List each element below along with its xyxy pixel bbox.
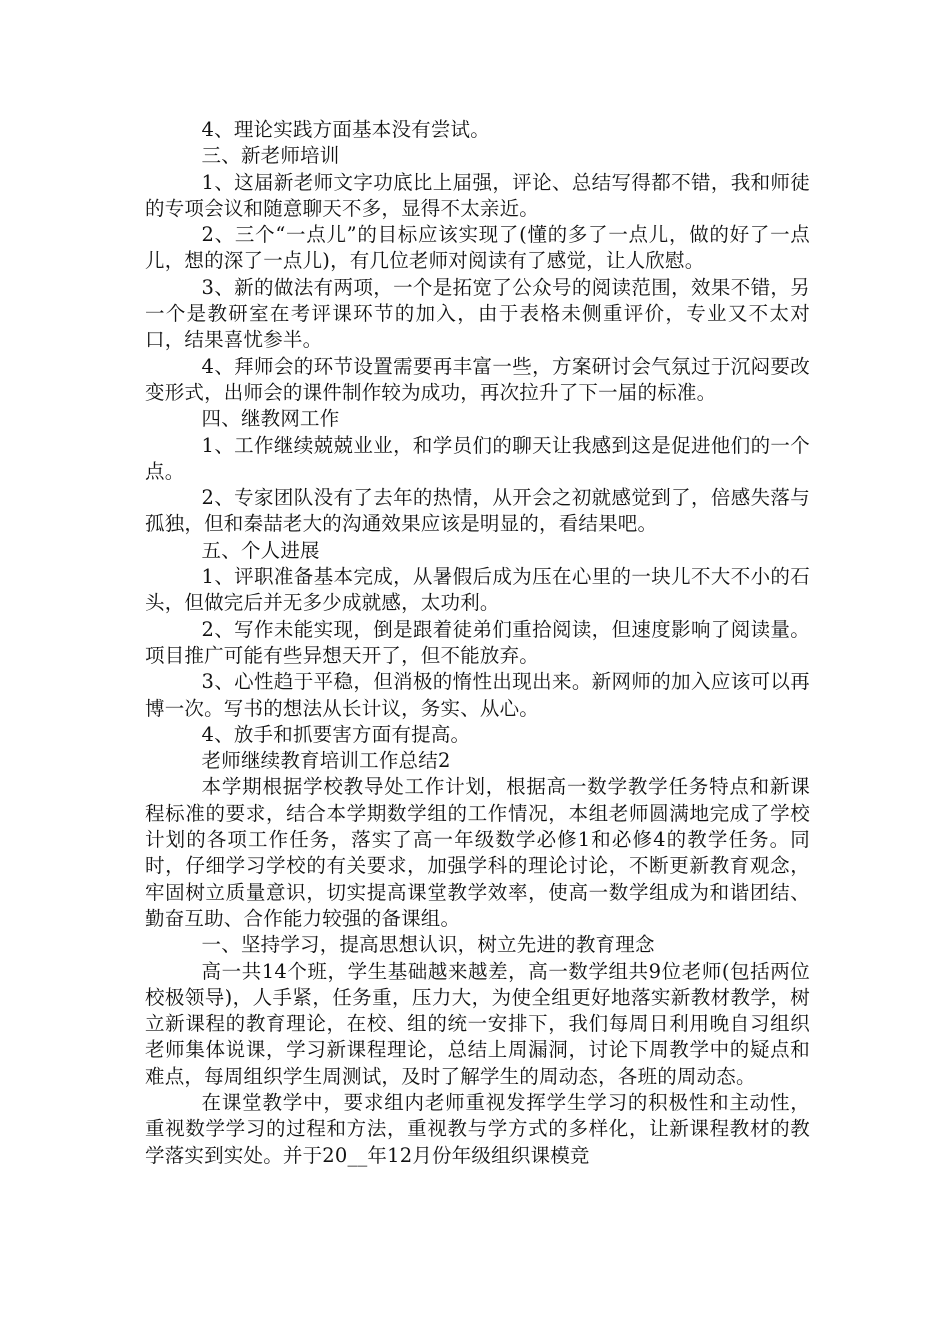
section-heading: 四、继教网工作 (201, 407, 340, 431)
paragraph: 2、专家团队没有了去年的热情，从开会之初就感觉到了，倍感失落与孤独，但和秦喆老大的沟通效果应该是明显的，看结果吧。 (145, 486, 810, 536)
paragraph: 4、拜师会的环节设置需要再丰富一些，方案研讨会气氛过于沉闷要改变形式，出师会的课件制作较为成功，再次拉升了下一届的标准。 (145, 354, 810, 404)
paragraph: 2、写作未能实现，倒是跟着徒弟们重拾阅读，但速度影响了阅读量。项目推广可能有些异想天开了，但不能放弃。 (145, 617, 810, 667)
paragraph: 4、理论实践方面基本没有尝试。 (201, 118, 490, 141)
paragraph: 1、工作继续兢兢业业，和学员们的聊天让我感到这是促进他们的一个点。 (145, 433, 810, 483)
section-heading: 五、个人进展 (201, 538, 320, 562)
paragraph: 2、三个“一点儿”的目标应该实现了(懂的多了一点儿，做的好了一点儿，想的深了一点儿)，有几位老师对阅读有了感觉，让人欣慰。 (145, 223, 810, 273)
paragraph: 1、评职准备基本完成，从暑假后成为压在心里的一块儿不大不小的石头，但做完后并无多少成就感，太功利。 (145, 565, 810, 615)
paragraph: 4、放手和抓要害方面有提高。 (201, 722, 471, 746)
paragraph: 3、新的做法有两项，一个是拓宽了公众号的阅读范围，效果不错，另一个是教研室在考评课环节的加入，由于表格未侧重评价，专业又不太对口，结果喜忧参半。 (145, 275, 810, 352)
document-body (145, 117, 810, 1169)
paragraph: 1、这届新老师文字功底比上届强，评论、总结写得都不错，我和师徒的专项会议和随意聊天不多，显得不太亲近。 (145, 170, 810, 220)
paragraph: 高一共14个班，学生基础越来越差，高一数学组共9位老师(包括两位校极领导)，人手紧，任务重，压力大，为使全组更好地落实新教材教学，树立新课程的教育理论，在校、组的统一安排下，我们每周日利用晚自习组织老师集体说课，学习新课程理论，总结上周漏洞，讨论下周教学中的疑点和难点，每周组织学生周测试，及时了解学生的周动态，各班的周动态。 (145, 959, 810, 1088)
paragraph: 在课堂教学中，要求组内老师重视发挥学生学习的积极性和主动性，重视数学学习的过程和方法，重视教与学方式的多样化，让新课程教材的教学落实到实处。并于20__年12月份年级组织课模竞 (145, 1090, 810, 1167)
document-title: 老师继续教育培训工作总结2 (201, 749, 451, 773)
section-heading: 一、坚持学习，提高思想认识，树立先进的教育理念 (201, 933, 655, 957)
paragraph: 本学期根据学校教导处工作计划，根据高一数学教学任务特点和新课程标准的要求，结合本学期数学组的工作情况，本组老师圆满地完成了学校计划的各项工作任务，落实了高一年级数学必修1和必修4的教学任务。同时，仔细学习学校的有关要求，加强学科的理论讨论，不断更新教育观念，牢固树立质量意识，切实提高课堂教学效率，使高一数学组成为和谐团结、勤奋互助、合作能力较强的备课组。 (145, 775, 810, 930)
paragraph: 3、心性趋于平稳，但消极的惰性出现出来。新网师的加入应该可以再博一次。写书的想法从长计议，务实、从心。 (145, 670, 810, 720)
section-heading: 三、新老师培训 (201, 144, 340, 168)
